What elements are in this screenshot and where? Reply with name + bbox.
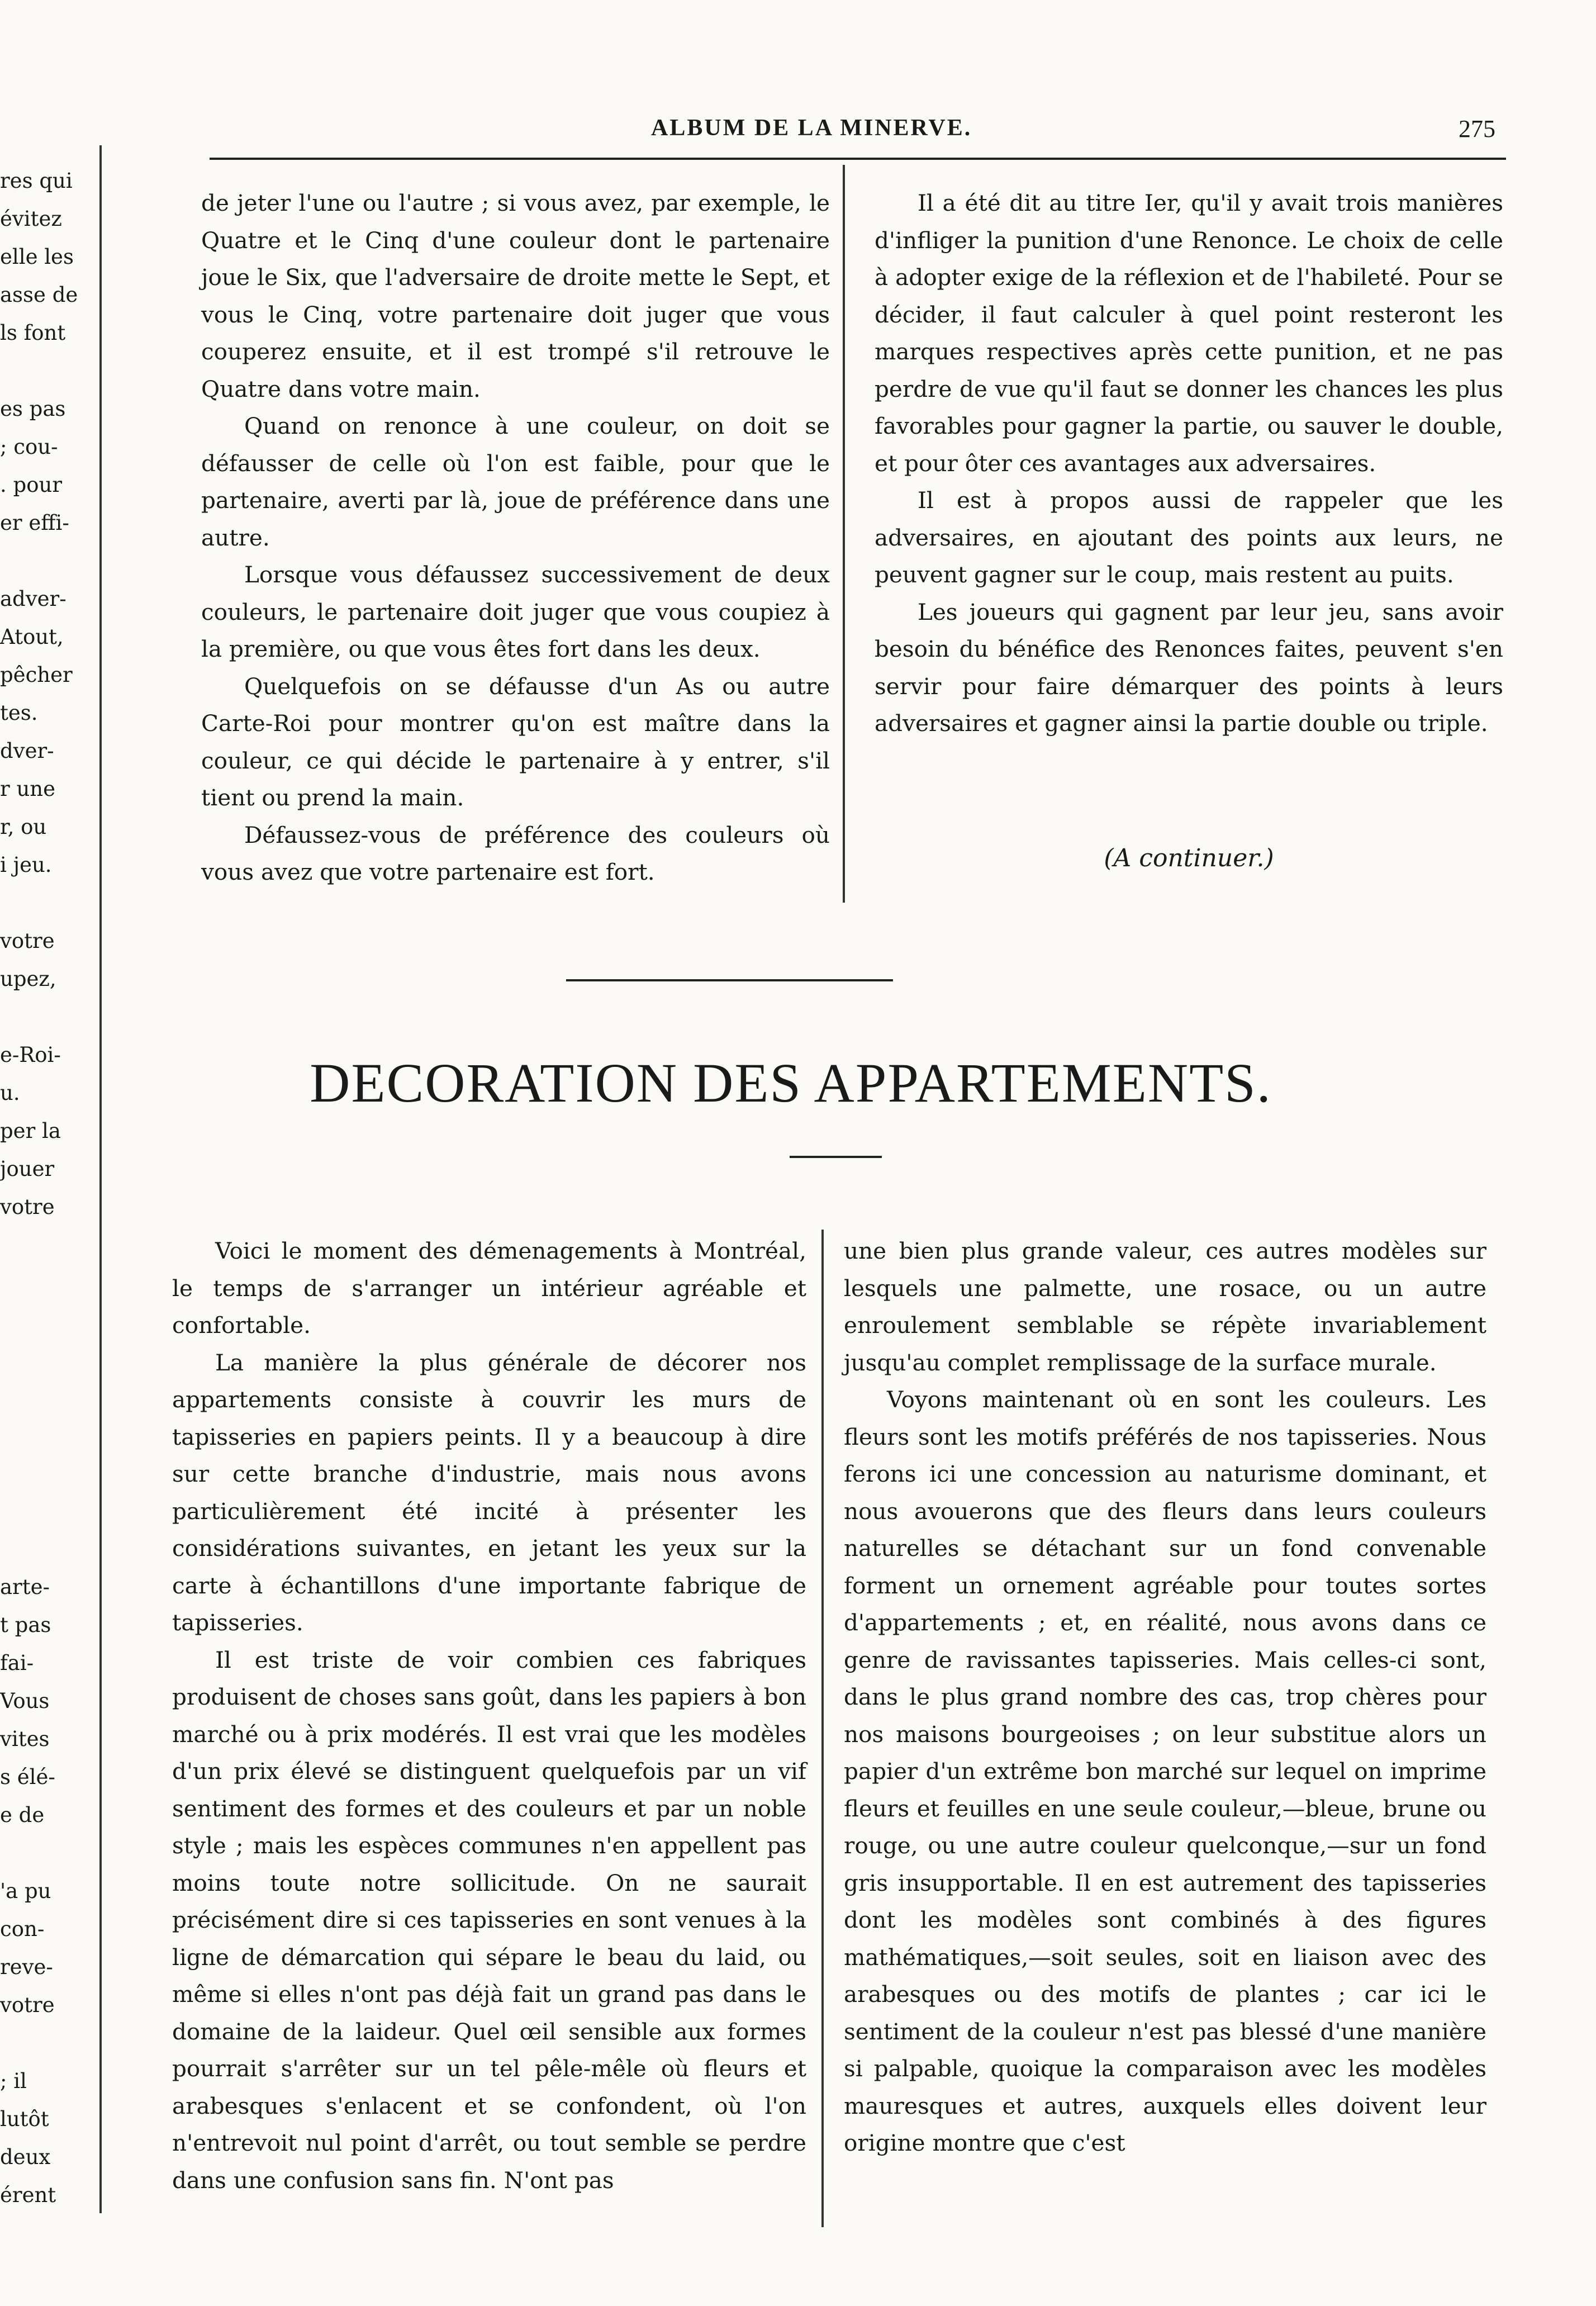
title-rule (790, 1156, 882, 1158)
previous-page-fragment: votre (0, 929, 55, 953)
paragraph: Quelquefois on se défausse d'un As ou autre Carte-Roi pour montrer qu'on est maître dans la couleur, ce qui décide le partenaire à y entrer, s'il tient ou prend la main. (201, 672, 830, 811)
top-right-column (875, 184, 1503, 742)
previous-page-column-rule (99, 145, 102, 2213)
previous-page-fragment: 'a pu (0, 1879, 51, 1903)
previous-page-fragment: arte- (0, 1575, 50, 1599)
paragraph: Voyons maintenant où en sont les couleurs. Les fleurs sont les motifs préférés de nos tapisseries. Nous ferons ici une concession au naturisme dominant, et nous avouerons que des fleurs dans leurs couleurs naturelles se détachant sur un fond convenable forment un ornement agréable pour toutes sortes d'appartements ; et, en réalité, nous avons dans ce genre de ravissantes tapisseries. Mais celles-ci sont, dans le plus grand nombre des cas, trop chères pour nos maisons bourgeoises ; on leur substitue alors un papier d'un extrême bon marché sur lequel on imprime fleurs et feuilles en une seule couleur,—bleue, brune ou rouge, ou une autre couleur quelconque,—sur un fond gris insupportable. Il en est autrement des tapisseries dont les modèles sont combinés à des figures mathématiques,—soit seules, soit en liaison avec des arabesques ou des motifs de plantes ; car ici le sentiment de la couleur n'est pas blessé d'une manière si palpable, quoique la comparaison avec les modèles mauresques et autres, auxquels elles doivent leur origine montre que c'est (844, 1386, 1486, 2156)
previous-page-fragment: Atout, (0, 625, 64, 649)
previous-page-fragment: tes. (0, 701, 38, 725)
section-separator (566, 979, 893, 981)
article-title: DECORATION DES APPARTEMENTS. (310, 1052, 1272, 1114)
previous-page-fragment: adver- (0, 587, 66, 611)
previous-page-fragment: con- (0, 1917, 45, 1941)
previous-page-fragment: t pas (0, 1613, 51, 1637)
previous-page-fragment: érent (0, 2183, 56, 2207)
article-left-column (172, 1232, 806, 2199)
previous-page-fragment (0, 1264, 84, 1302)
paragraph: La manière la plus générale de décorer nos appartements consiste à couvrir les murs de tapisseries en papiers peints. Il y a beaucoup à dire sur cette branche d'industrie, mais nous avons particulièrement été incité à présenter les considérations suivantes, en jetant les yeux sur la carte à échantillons d'une importante fabrique de tapisseries. (172, 1349, 806, 1636)
previous-page-fragment (0, 1340, 84, 1378)
top-left-column (201, 184, 830, 891)
previous-page-fragment: elle les (0, 245, 74, 269)
paragraph: Voici le moment des démenagements à Montréal, le temps de s'arranger un intérieur agréable et confortable. (172, 1237, 806, 1339)
previous-page-fragment: e de (0, 1803, 45, 1827)
paragraph: de jeter l'une ou l'autre ; si vous avez, par exemple, le Quatre et le Cinq d'une couleur dont le partenaire joue le Six, que l'adversaire de droite mette le Sept, et vous le Cinq, votre partenaire doit juger que vous couperez ensuite, et il est trompé s'il retrouve le Quatre dans votre main. (201, 189, 830, 402)
previous-page-fragment (0, 884, 84, 922)
previous-page-fragment: jouer (0, 1157, 55, 1181)
previous-page-fragment (0, 1416, 84, 1454)
article-right-column (844, 1232, 1486, 2162)
previous-page-fragment: i jeu. (0, 853, 52, 877)
previous-page-fragment (0, 1378, 84, 1416)
previous-page-fragment: upez, (0, 967, 56, 991)
previous-page-fragment (0, 1226, 84, 1264)
previous-page-fragments (0, 162, 84, 2214)
previous-page-fragment: e-Roi- (0, 1043, 61, 1067)
previous-page-fragment: s élé- (0, 1765, 55, 1789)
previous-page-fragment: votre (0, 1993, 55, 2017)
paragraph: Quand on renonce à une couleur, on doit se défausser de celle où l'on est faible, pour que le partenaire, averti par là, joue de préférence dans une autre. (201, 412, 830, 551)
running-head: ALBUM DE LA MINERVE. (651, 115, 972, 141)
previous-page-fragment (0, 542, 84, 580)
previous-page-fragment (0, 352, 84, 390)
previous-page-fragment: ; il (0, 2069, 27, 2093)
header-rule (210, 158, 1506, 160)
paragraph: Les joueurs qui gagnent par leur jeu, sans avoir besoin du bénéfice des Renonces faites, peuvent s'en servir pour faire démarquer des points à leurs adversaires et gagner ainsi la partie double ou triple. (875, 598, 1503, 737)
previous-page-fragment: ; cou- (0, 435, 58, 459)
paragraph: Il a été dit au titre Ier, qu'il y avait trois manières d'infliger la punition d'une Renonce. Le choix de celle à adopter exige de la réflexion et de l'habileté. Pour se décider, il faut calculer à quel point resteront les marques respectives après cette punition, et ne pas perdre de vue qu'il faut se donner les chances les plus favorables pour gagner la partie, ou sauver le double, et pour ôter ces avantages aux adversaires. (875, 189, 1503, 477)
previous-page-fragment (0, 1454, 84, 1492)
previous-page-fragment (0, 2024, 84, 2062)
previous-page-fragment: dver- (0, 739, 54, 763)
previous-page-fragment: es pas (0, 397, 66, 421)
column-rule (821, 1230, 824, 2227)
previous-page-fragment: évitez (0, 207, 62, 231)
previous-page-fragment (0, 998, 84, 1036)
previous-page-fragment: fai- (0, 1651, 34, 1675)
previous-page-fragment: ls font (0, 321, 66, 345)
previous-page-fragment: u. (0, 1081, 20, 1105)
paragraph: Lorsque vous défaussez successivement de deux couleurs, le partenaire doit juger que vous coupiez à la première, ou que vous êtes fort dans les deux. (201, 561, 830, 662)
previous-page-fragment: vites (0, 1727, 50, 1751)
previous-page-fragment: lutôt (0, 2107, 49, 2131)
page-number: 275 (1459, 115, 1495, 143)
previous-page-fragment (0, 1302, 84, 1340)
continuation-note: (A continuer.) (1104, 844, 1274, 872)
previous-page-fragment (0, 1530, 84, 1568)
previous-page-fragment: r une (0, 777, 56, 801)
column-rule (843, 165, 845, 903)
paragraph: Il est triste de voir combien ces fabriques produisent de choses sans goût, dans les papiers à bon marché ou à prix modérés. Il est vrai que les modèles d'un prix élevé se distinguent quelquefois par un vif sentiment des formes et des couleurs et par un noble style ; mais les espèces communes n'en appellent pas moins toute notre sollicitude. On ne saurait précisément dire si ces tapisseries en sont venues à la ligne de démarcation qui sépare le beau du laid, ou même si elles n'ont pas déjà fait un grand pas dans le domaine de la laideur. Quel œil sensible aux formes pourrait s'arrêter sur un tel pêle-mêle où fleurs et arabesques s'enlacent et se confondent, où l'on n'entrevoit nul point d'arrêt, ou tout semble se perdre dans une confusion sans fin. N'ont pas (172, 1646, 806, 2194)
previous-page-fragment: er effi- (0, 511, 69, 535)
previous-page-fragment: votre (0, 1195, 55, 1219)
previous-page-fragment: Vous (0, 1689, 50, 1713)
previous-page-fragment: r, ou (0, 815, 47, 839)
paragraph: Défaussez-vous de préférence des couleurs où vous avez que votre partenaire est fort. (201, 821, 830, 885)
previous-page-fragment: reve- (0, 1955, 53, 1979)
previous-page-fragment: . pour (0, 473, 62, 497)
paragraph: une bien plus grande valeur, ces autres modèles sur lesquels une palmette, une rosace, ou un autre enroulement semblable se répète invariablement jusqu'au complet remplissage de la surface murale. (844, 1237, 1486, 1376)
paragraph: Il est à propos aussi de rappeler que les adversaires, en ajoutant des points aux leurs, ne peuvent gagner sur le coup, mais restent au puits. (875, 487, 1503, 588)
previous-page-fragment (0, 1834, 84, 1872)
previous-page-fragment (0, 1492, 84, 1530)
previous-page-fragment: deux (0, 2145, 51, 2169)
previous-page-fragment: pêcher (0, 663, 73, 687)
previous-page-fragment: res qui (0, 169, 73, 193)
previous-page-fragment: per la (0, 1119, 61, 1143)
previous-page-fragment: asse de (0, 283, 78, 307)
